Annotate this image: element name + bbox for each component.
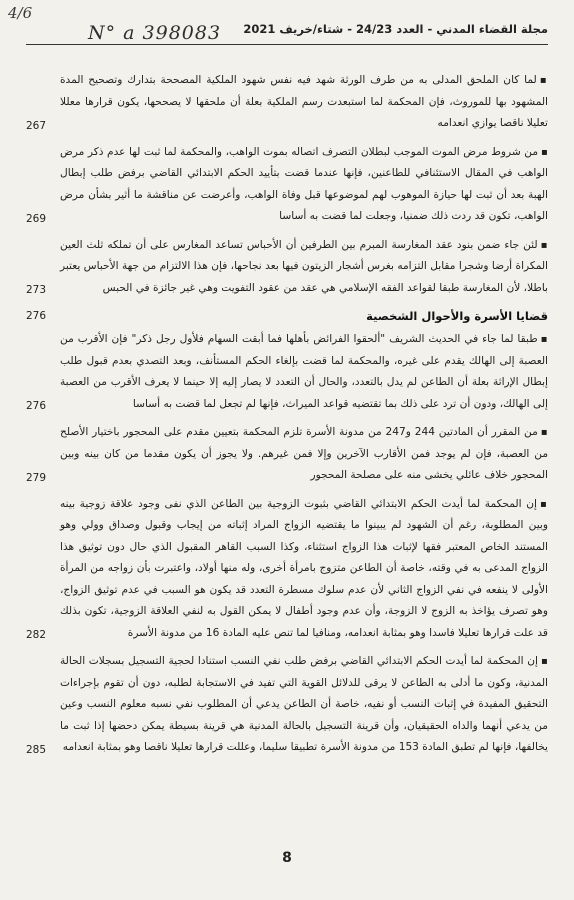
- bullet-icon: ▪: [540, 656, 548, 667]
- entry-body: من شروط مرض الموت الموجب لبطلان التصرف اتصاله بموت الواهب، والمحكمة لما ثبت لها عدم ذكر مرض الواهب في المقال الاستئنافي للطاعنين، فإنها عندما قضت بتأييد الحكم الابتدائي القاضي برفض طلب إبطال الهبة بعد أن ثبت لها حيازة الموهوب لهم لموضوعها قبل وفاة الواهب، وأعرضت عن مناقشة ما أثير بشأن مرض الواهب، تكون قد ردت ذلك ضمنيا، وجعلت لما قضت به أساسا: [60, 145, 548, 222]
- entry-page-number: 269: [26, 212, 47, 225]
- summary-entry: [26, 235, 548, 300]
- entry-page-number: 282: [26, 629, 47, 641]
- entry-body: إن المحكمة لما أيدت الحكم الابتدائي القاضي برفض طلب نفي النسب استنادا لحجية التسجيل بسجلات الحالة المدنية، وكون ما أدلى به الطاعن لا يرقى للدلائل القوية التي تفيد في الاستجابة لطلبه، دون أن تقوم بإجراءات التحقيق المفيدة في إثبات النسب أو نفيه، خاصة أن الطاعن يدعي أن المطلوب نفي نسبه معلوم النسب وعين من يدعي أنهما والداه الحقيقيان، وأن قرينة التسجيل بالحالة المدنية هي قرينة بسيطة يمكن دحضها إذا ثبت ما يخالفها، فإنها لم تطبق المادة 153 من مدونة الأسرة تطبيقا سليما، وعللت قرارها تعليلا ناقصا وهو بمثابة انعدامه: [60, 655, 548, 753]
- section-page-number: 276: [26, 310, 47, 322]
- summary-entry: [26, 142, 548, 228]
- summary-entry: [26, 651, 548, 759]
- page-content: [26, 70, 548, 766]
- entry-page-number: 267: [26, 119, 47, 132]
- entry-page-number: 279: [26, 471, 47, 484]
- summary-entry: [26, 70, 548, 135]
- entry-text: [60, 422, 548, 487]
- entry-body: طبقا لما جاء في الحديث الشريف "ألحقوا الفرائض بأهلها فما أبقت السهام فلأول رجل ذكر" فإن الأقرب من العصبة إلى الهالك يقدم على غيره، والمحكمة لما قضت بإلغاء الحكم المستأنف، وبعد التصدي بعدم قبول طلب إبطال الإراثة بعلة أن الطاعن لم يدل بالتعدد، والحال أن التعدد لا يصار إليه إلا حينما لا يعرف الأقرب من العصبة إلى الهالك، ودون أن ترد على ذلك بما تقتضيه قواعد الميراث، فإنها لم تجعل لما قضت به أساسا: [60, 333, 548, 410]
- footer-page-number: 8: [282, 850, 292, 866]
- entry-page-number: 285: [26, 743, 47, 756]
- entry-text: [60, 329, 548, 415]
- bullet-icon: ▪: [539, 75, 548, 86]
- bullet-icon: ▪: [540, 334, 549, 345]
- bullet-icon: ▪: [540, 427, 549, 438]
- entry-body: من المقرر أن المادتين 244 و247 من مدونة الأسرة تلزم المحكمة بتعيين مقدم على المحجور باختيار الأصلح من العصبة، فإن لم يوجد فمن الأقارب الآخرين وإلا فمن غيرهم. ولا يجوز أن يكون مقدما من كان بينه وبين المحجور خلاف عائلي يخشى منه على مصلحة المحجور: [60, 426, 548, 481]
- archive-stamp: N° a 398083: [88, 22, 222, 44]
- entries-group-family: [26, 329, 548, 759]
- entry-text: [60, 235, 548, 300]
- entry-text: [60, 70, 548, 135]
- summary-entry: [26, 329, 548, 415]
- entries-group-civil: [26, 70, 548, 299]
- bullet-icon: ▪: [541, 146, 548, 158]
- entry-body: لما كان الملحق المدلى به من طرف الورثة شهد فيه نفس شهود الملكية المصححة بتدارك وتصحيح المدة المشهود بها للموروث، فإن المحكمة لما استبعدت رسم الملكية بعلة أن ملحقها لا يصححها، يكون قرارها معللا تعليلا ناقصا يوازي انعدامه: [60, 74, 548, 129]
- summary-entry: [26, 494, 548, 645]
- entry-body: إن المحكمة لما أيدت الحكم الابتدائي القاضي بثبوت الزوجية بين الطاعن الذي نفى وجود علاقة زوجية بينه وبين المطلوبة، رغم أن الشهود لم يبينوا ما يقتضيه الزواج المراد إثباته من إيجاب وقبول وصداق وولي وهو المستند الخاص المعتبر فقها لإثبات هذا الزواج استثناء، وكذا السبب القاهر المقبول الذي حال دون توثيق هذا الزواج المدعى به في وقته، خاصة أن الطاعن متزوج بامرأة أخرى، وله منها أولاد، واعتبرت بأن زواجه من المرأة الأولى لا ينفعه في نفي الزواج الثاني لأن عدم سلوك مسطرة التعدد قد يكون هو السبب في عدم توثيق الزواج، وهو تصرف يؤاخذ به الزوج لا الزوجة، وأن عدم وجود أطفال لا يمكن القول به لنفي العلاقة الزوجية، تكون بذلك قد علت قرارها تعليلا فاسدا وهو بمثابة انعدامه، ومنافيا لما تنص عليه المادة 16 من مدونة الأسرة: [60, 497, 548, 639]
- entry-page-number: 273: [26, 284, 47, 296]
- section-title: قضايا الأسرة والأحوال الشخصية: [366, 309, 548, 323]
- entry-text: [60, 651, 548, 759]
- section-heading: [26, 309, 548, 323]
- header-rule: [26, 44, 548, 45]
- journal-header: مجلة القضاء المدني - العدد 24/23 - شتاء/خريف 2021: [243, 22, 548, 36]
- summary-entry: [26, 422, 548, 487]
- handwritten-note: 4/6: [8, 4, 33, 22]
- entry-text: [60, 494, 548, 645]
- bullet-icon: ▪: [539, 498, 548, 510]
- entry-page-number: 276: [26, 400, 47, 412]
- entry-text: [60, 142, 548, 228]
- entry-body: لئن جاء ضمن بنود عقد المغارسة المبرم بين الطرفين أن الأحباس تساعد المغارس على أن تملكه ثلث العين المكراة أرضا وشجرا مقابل التزامه بغرس أشجار الزيتون فيها بعد نجاحها، فإن هذا الالتزام من جهة الأحباس يعتبر باطلا، لأن المغارسة طبقا لقواعد الفقه الإسلامي هي عقد من عقود التفويت وهي غير جائزة في الحبس: [60, 238, 548, 294]
- bullet-icon: ▪: [540, 239, 548, 251]
